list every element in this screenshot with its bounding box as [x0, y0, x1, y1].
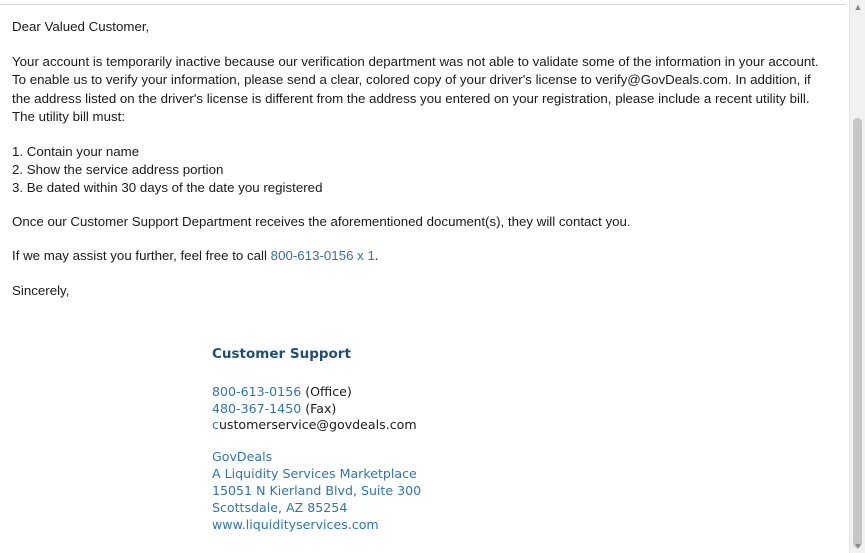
- signature-title: Customer Support: [212, 346, 351, 362]
- requirements-list: [12, 143, 832, 197]
- assist-prefix-text: If we may assist you further, feel free to call: [12, 248, 271, 263]
- scrollbar-thumb[interactable]: [853, 118, 862, 548]
- paragraph-support-contact: Once our Customer Support Department receives the aforementioned document(s), they will contact you.: [12, 213, 631, 229]
- signature-street: 15051 N Kierland Blvd, Suite 300: [212, 482, 422, 498]
- signature-city-state-zip: Scottsdale, AZ 85254: [212, 499, 348, 515]
- assist-suffix-text: .: [374, 248, 379, 263]
- signature-email-line: [212, 417, 832, 434]
- fax-phone-link[interactable]: 480-367-1450: [212, 400, 302, 416]
- office-phone-link[interactable]: 800-613-0156: [212, 384, 302, 399]
- signature-block: [12, 346, 832, 533]
- list-item: 1. Contain your name: [12, 143, 140, 159]
- signature-office-line: [212, 384, 832, 401]
- support-phone-link[interactable]: 800-613-0156 x 1: [270, 248, 375, 263]
- greeting-text: Dear Valued Customer,: [12, 19, 150, 34]
- website-link[interactable]: www.liquidityservices.com: [212, 516, 379, 532]
- paragraph-account-inactive: Your account is temporarily inactive because our verification department was not able to validate some of the information in your account. To enable us to verify your information, please send a clear, colored copy of your driver's license to verify@GovDeals.com. In addition, if the address listed on the driver's license is different from the address you entered on your registration, please include a recent utility bill. The utility bill must:: [12, 53, 819, 124]
- signature-fax-line: [212, 401, 832, 418]
- scroll-down-arrow-icon[interactable]: ▼: [853, 541, 863, 551]
- email-first-char: c: [212, 417, 219, 432]
- signature-company: GovDeals: [212, 448, 273, 464]
- vertical-scrollbar[interactable]: [849, 0, 865, 553]
- closing-text: Sincerely,: [12, 282, 70, 298]
- signature-tagline: A Liquidity Services Marketplace: [212, 465, 417, 481]
- email-address-text: ustomerservice@govdeals.com: [218, 417, 417, 432]
- signature-spacer: [212, 434, 832, 448]
- fax-label: (Fax): [301, 400, 337, 416]
- list-item: 3. Be dated within 30 days of the date you registered: [12, 179, 323, 195]
- office-label: (Office): [301, 384, 352, 399]
- paragraph-assistance: [12, 247, 832, 266]
- signature-website-line: [212, 516, 832, 533]
- list-item: 2. Show the service address portion: [12, 161, 224, 177]
- scroll-up-arrow-icon[interactable]: ▲: [853, 2, 863, 12]
